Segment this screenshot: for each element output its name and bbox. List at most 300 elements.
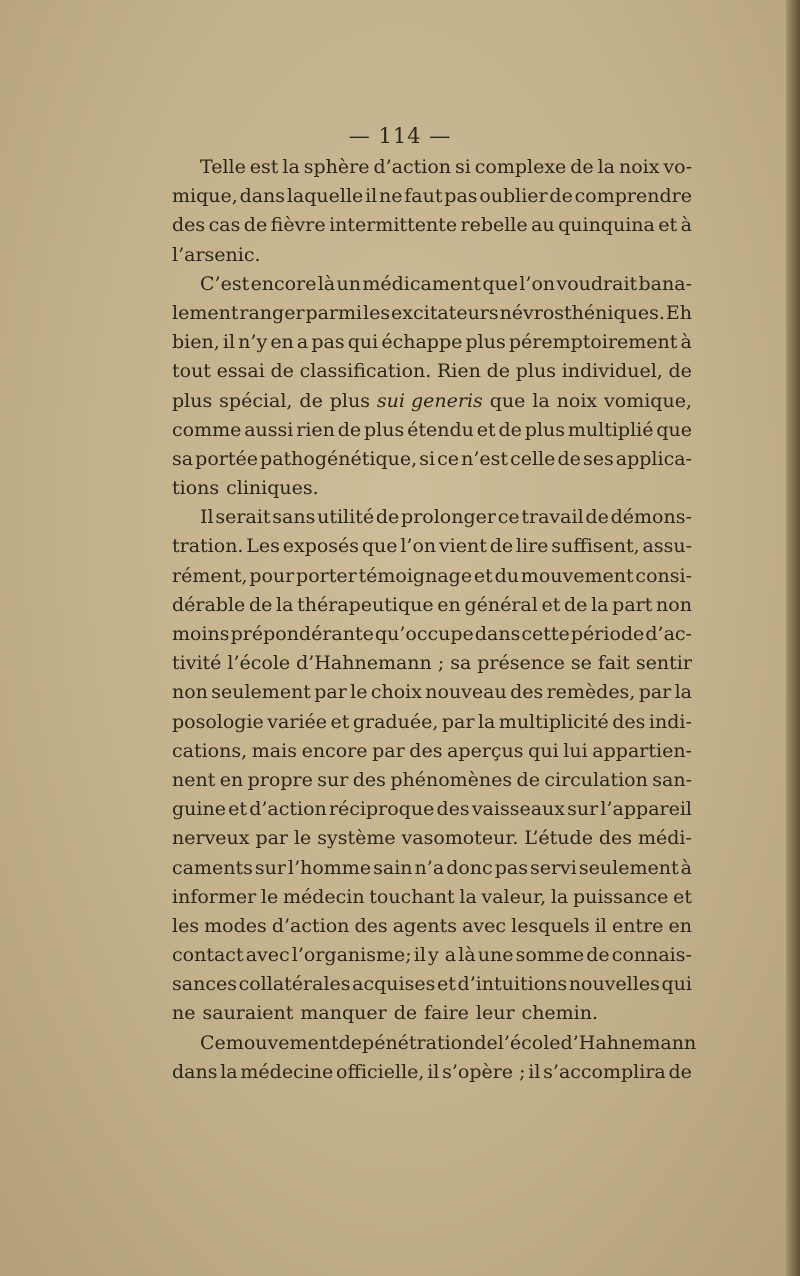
word: de bbox=[337, 418, 362, 441]
word: remèdes, bbox=[546, 681, 636, 704]
word: l’on bbox=[519, 272, 556, 295]
word: noix bbox=[618, 156, 660, 178]
word: et bbox=[541, 593, 561, 616]
word: l’appareil bbox=[600, 798, 692, 821]
word: somme bbox=[515, 944, 585, 967]
word: sphère bbox=[303, 156, 370, 178]
text-line bbox=[172, 854, 692, 883]
word: les bbox=[172, 914, 200, 937]
word: mouvement bbox=[225, 1031, 339, 1054]
word: multiplié bbox=[567, 418, 654, 441]
text-line bbox=[172, 270, 692, 299]
word: graduée, bbox=[352, 710, 439, 733]
word: tout bbox=[172, 360, 211, 383]
text-line bbox=[172, 211, 692, 240]
word: sauraient bbox=[202, 1002, 294, 1025]
text-line bbox=[172, 591, 692, 620]
word: tivité bbox=[172, 652, 222, 675]
word: de bbox=[393, 1002, 418, 1025]
word: des bbox=[612, 710, 646, 733]
word: la bbox=[459, 885, 477, 908]
word: d’action bbox=[271, 914, 350, 937]
word: seulement bbox=[578, 856, 679, 879]
text-line bbox=[172, 387, 692, 416]
word: lement bbox=[172, 301, 239, 324]
word: rément, bbox=[172, 564, 248, 587]
word: utilité bbox=[317, 506, 375, 529]
word: prépondérante bbox=[230, 623, 374, 645]
word: échappe bbox=[381, 331, 463, 354]
word: non bbox=[656, 593, 692, 616]
word: d’action bbox=[249, 798, 327, 821]
word: et bbox=[476, 418, 496, 441]
word: applica- bbox=[615, 447, 692, 470]
page-number: — 114 — bbox=[348, 124, 452, 148]
word: circulation bbox=[544, 768, 648, 791]
text-line bbox=[172, 912, 692, 941]
word: là bbox=[458, 944, 476, 967]
word: la bbox=[276, 593, 294, 616]
word: la bbox=[282, 156, 300, 178]
word: ses bbox=[582, 447, 614, 470]
word: et bbox=[658, 214, 678, 237]
word: la bbox=[591, 593, 609, 616]
word: ce bbox=[437, 447, 460, 470]
word: celle bbox=[510, 447, 556, 470]
word: qui bbox=[528, 739, 559, 762]
word: fait bbox=[597, 652, 630, 675]
word: réciproque bbox=[328, 798, 435, 821]
word: sans bbox=[272, 506, 316, 529]
word: Telle bbox=[200, 156, 246, 178]
word: travail bbox=[521, 506, 584, 529]
text-line bbox=[172, 970, 692, 999]
word: qui bbox=[661, 973, 692, 996]
word: que bbox=[482, 272, 518, 295]
word: est bbox=[249, 156, 279, 178]
word: nent bbox=[172, 768, 216, 791]
word: voudrait bbox=[556, 272, 638, 295]
word: des bbox=[510, 681, 544, 704]
word: noix bbox=[556, 389, 598, 412]
word: connais- bbox=[611, 944, 692, 967]
word: valeur, bbox=[481, 885, 547, 908]
word: en bbox=[270, 331, 294, 354]
word: de bbox=[668, 360, 692, 383]
text-line bbox=[172, 153, 692, 182]
text-line bbox=[172, 620, 692, 649]
word: bien, bbox=[172, 331, 220, 354]
word: a bbox=[296, 331, 309, 354]
word: sances bbox=[172, 973, 237, 996]
word: d’Hahnemann bbox=[560, 1031, 697, 1054]
word: de bbox=[564, 593, 588, 616]
word: de bbox=[248, 593, 273, 616]
word: l’on bbox=[400, 535, 437, 558]
word: d’ac- bbox=[645, 623, 692, 645]
text-line bbox=[172, 532, 692, 561]
word: par bbox=[314, 681, 347, 704]
word: de bbox=[586, 944, 610, 967]
word: dans bbox=[239, 185, 286, 208]
word: de bbox=[498, 418, 522, 441]
word: leur bbox=[475, 1002, 515, 1025]
word: par bbox=[372, 739, 405, 762]
word: porter bbox=[296, 564, 357, 587]
word: faire bbox=[424, 1002, 469, 1025]
word: choix bbox=[370, 681, 422, 704]
word: bana- bbox=[638, 272, 692, 295]
word: et bbox=[330, 710, 350, 733]
word: pas bbox=[311, 331, 345, 354]
word: il bbox=[365, 185, 378, 208]
word: comprendre bbox=[574, 185, 692, 208]
word: de bbox=[270, 360, 294, 383]
word: variée bbox=[267, 710, 327, 733]
word: et bbox=[228, 798, 248, 821]
word: modes bbox=[204, 914, 267, 937]
word: suffisent, bbox=[551, 535, 640, 558]
word: pas bbox=[494, 856, 528, 879]
word: démons- bbox=[610, 506, 692, 529]
word: la bbox=[674, 681, 692, 704]
word: il bbox=[528, 1060, 541, 1083]
book-spine-edge bbox=[786, 0, 800, 1276]
word: médecine bbox=[240, 1060, 334, 1083]
word: touchant bbox=[369, 885, 455, 908]
word: individuel, bbox=[561, 360, 663, 383]
text-line bbox=[172, 737, 692, 766]
text-line bbox=[172, 503, 692, 532]
word: vomique, bbox=[604, 389, 692, 412]
word: tration. bbox=[172, 535, 244, 558]
word: névrosthéniques. bbox=[499, 301, 665, 324]
word: de bbox=[375, 506, 400, 529]
word: portée bbox=[195, 447, 258, 470]
word: si bbox=[454, 156, 471, 178]
word: période bbox=[570, 623, 645, 645]
word: aperçus bbox=[447, 739, 524, 762]
word: plus bbox=[364, 418, 405, 441]
text-line bbox=[172, 795, 692, 824]
word: y a bbox=[428, 944, 457, 967]
word: s’opère ; bbox=[442, 1060, 526, 1083]
word: si bbox=[419, 447, 436, 470]
word: des bbox=[598, 827, 633, 850]
word: présence bbox=[477, 652, 565, 675]
word: que bbox=[656, 418, 692, 441]
word: contact bbox=[172, 944, 244, 967]
word: cations, bbox=[172, 739, 248, 762]
word: posologie bbox=[172, 710, 264, 733]
word: une bbox=[477, 944, 514, 967]
word: vient bbox=[438, 535, 487, 558]
word: que bbox=[489, 389, 526, 412]
word: médi- bbox=[638, 827, 692, 850]
word: à bbox=[680, 214, 692, 237]
word: entre bbox=[611, 914, 664, 937]
text-line bbox=[172, 883, 692, 912]
word: de bbox=[299, 389, 323, 412]
word: officielle, bbox=[336, 1060, 425, 1083]
word: l’homme bbox=[288, 856, 372, 879]
word: L’étude bbox=[524, 827, 593, 850]
word: au bbox=[531, 214, 555, 237]
word: la bbox=[477, 710, 496, 733]
word: pour bbox=[249, 564, 295, 587]
text-line bbox=[172, 1058, 692, 1087]
word: mique, bbox=[172, 185, 238, 208]
word: spécial, bbox=[219, 389, 293, 412]
word: de bbox=[338, 1031, 363, 1054]
word: de bbox=[557, 447, 581, 470]
word: péremptoirement bbox=[508, 331, 678, 354]
body-text bbox=[172, 153, 697, 1087]
word: à bbox=[680, 331, 692, 354]
word: à bbox=[680, 856, 692, 879]
word: pas bbox=[444, 185, 478, 208]
word: de bbox=[486, 360, 511, 383]
word: Eh bbox=[665, 301, 692, 324]
word: laquelle bbox=[286, 185, 364, 208]
word: sain bbox=[373, 856, 413, 879]
word: en bbox=[437, 593, 461, 616]
word: des bbox=[409, 739, 443, 762]
word: aussi bbox=[244, 418, 294, 441]
word: cette bbox=[521, 623, 570, 645]
word: dans bbox=[474, 623, 521, 645]
word: acquises bbox=[352, 973, 436, 996]
word: multiplicité bbox=[498, 710, 609, 733]
word: pénétration bbox=[362, 1031, 475, 1054]
word: témoignage bbox=[358, 564, 473, 587]
word: rien bbox=[296, 418, 335, 441]
word: de bbox=[474, 1031, 498, 1054]
word: puissance bbox=[572, 885, 669, 908]
word: par bbox=[255, 827, 289, 850]
word: l’école bbox=[227, 652, 291, 675]
word: consi- bbox=[635, 564, 692, 587]
text-line bbox=[172, 445, 692, 474]
word: un bbox=[336, 272, 362, 295]
word: encore bbox=[250, 272, 317, 295]
text-line bbox=[172, 678, 692, 707]
word: exposés bbox=[282, 535, 360, 558]
word: des bbox=[354, 914, 388, 937]
word: indi- bbox=[648, 710, 692, 733]
word: nouveau bbox=[425, 681, 507, 704]
word: n’est bbox=[461, 447, 508, 470]
word: C’est bbox=[200, 272, 250, 295]
word: phénomènes bbox=[390, 768, 513, 791]
word: qui bbox=[347, 331, 379, 354]
word: faut bbox=[404, 185, 443, 208]
text-line bbox=[172, 241, 692, 270]
word: il bbox=[427, 1060, 440, 1083]
word: quinquina bbox=[558, 214, 655, 237]
word: de bbox=[516, 768, 540, 791]
word: excitateurs bbox=[391, 301, 499, 324]
word: Il bbox=[200, 506, 214, 529]
word: serait bbox=[215, 506, 271, 529]
word: lesquels bbox=[511, 914, 590, 937]
word: prolonger bbox=[401, 506, 496, 529]
text-line bbox=[172, 1029, 697, 1058]
word: thérapeutique bbox=[297, 593, 434, 616]
word: et bbox=[437, 973, 456, 996]
text-line bbox=[172, 299, 692, 328]
word: vo- bbox=[663, 156, 692, 178]
text-line bbox=[172, 357, 692, 386]
word: d’Hahnemann ; bbox=[296, 652, 445, 675]
word: informer bbox=[172, 885, 257, 908]
word: de bbox=[570, 156, 594, 178]
word: ne bbox=[172, 1002, 196, 1025]
word: Les bbox=[246, 535, 280, 558]
word: parmi bbox=[305, 301, 363, 324]
word: se bbox=[570, 652, 592, 675]
word: d’intuitions bbox=[457, 973, 568, 996]
word: vaisseaux bbox=[471, 798, 565, 821]
word: oublier bbox=[479, 185, 548, 208]
word: collatérales bbox=[238, 973, 351, 996]
word: comme bbox=[172, 418, 242, 441]
word: la bbox=[550, 885, 569, 908]
word: des bbox=[172, 214, 206, 237]
word: lire bbox=[515, 535, 549, 558]
word: qu’occupe bbox=[374, 623, 474, 645]
word: dans bbox=[172, 1060, 218, 1083]
word: plus bbox=[465, 331, 506, 354]
word: le bbox=[350, 681, 368, 704]
word: nerveux bbox=[172, 827, 250, 850]
word: vasomoteur. bbox=[401, 827, 519, 850]
word: l’école bbox=[497, 1031, 561, 1054]
word: tions bbox=[172, 477, 220, 500]
word: cas bbox=[208, 214, 241, 237]
word: l’arsenic. bbox=[172, 243, 261, 266]
text-line bbox=[172, 708, 692, 737]
word: complexe bbox=[474, 156, 567, 178]
text-line bbox=[172, 824, 692, 853]
text-line bbox=[172, 416, 692, 445]
word: moins bbox=[172, 623, 230, 645]
word: d’action bbox=[373, 156, 451, 178]
word: rebelle bbox=[460, 214, 528, 237]
word: il bbox=[222, 331, 236, 354]
word: sur bbox=[567, 798, 599, 821]
word: système bbox=[317, 827, 396, 850]
word: sa bbox=[172, 447, 194, 470]
text-line bbox=[172, 999, 692, 1028]
word: sui generis bbox=[376, 389, 483, 412]
word: le bbox=[293, 827, 312, 850]
word: dérable bbox=[172, 593, 246, 616]
word: n’a bbox=[414, 856, 445, 879]
word: mais bbox=[251, 739, 297, 762]
word: sur bbox=[254, 856, 286, 879]
word: de bbox=[585, 506, 609, 529]
word: et bbox=[673, 885, 692, 908]
text-line bbox=[172, 649, 692, 678]
word: propre bbox=[247, 768, 313, 791]
word: ranger bbox=[239, 301, 305, 324]
word: de bbox=[243, 214, 268, 237]
word: assu- bbox=[642, 535, 692, 558]
word: agents bbox=[392, 914, 458, 937]
word: du bbox=[494, 564, 519, 587]
word: caments bbox=[172, 856, 253, 879]
word: le bbox=[260, 885, 279, 908]
word: par bbox=[441, 710, 475, 733]
word: sa bbox=[450, 652, 472, 675]
word: plus bbox=[329, 389, 370, 412]
word: avec bbox=[462, 914, 507, 937]
word: chemin. bbox=[521, 1002, 599, 1025]
word: Rien bbox=[437, 360, 481, 383]
word: san- bbox=[652, 768, 692, 791]
word: l’organisme; bbox=[291, 944, 412, 967]
word: en bbox=[219, 768, 244, 791]
word: sur bbox=[317, 768, 349, 791]
text-line bbox=[172, 941, 692, 970]
word: seulement bbox=[211, 681, 311, 704]
word: mouvement bbox=[520, 564, 634, 587]
word: non bbox=[172, 681, 208, 704]
word: servi bbox=[529, 856, 577, 879]
word: classification. bbox=[299, 360, 432, 383]
word: pathogénétique, bbox=[260, 447, 418, 470]
text-line bbox=[172, 766, 692, 795]
word: de bbox=[549, 185, 573, 208]
word: essai bbox=[216, 360, 265, 383]
word: et bbox=[473, 564, 493, 587]
word: guine bbox=[172, 798, 226, 821]
word: Ce bbox=[200, 1031, 226, 1054]
word: manquer bbox=[300, 1002, 387, 1025]
word: il bbox=[594, 914, 607, 937]
word: avec bbox=[245, 944, 290, 967]
word: là bbox=[317, 272, 336, 295]
word: par bbox=[638, 681, 672, 704]
word: des bbox=[352, 768, 386, 791]
word: les bbox=[363, 301, 391, 324]
text-line bbox=[172, 182, 692, 211]
word: la bbox=[597, 156, 616, 178]
text-line bbox=[172, 562, 692, 591]
word: encore bbox=[301, 739, 368, 762]
word: de bbox=[668, 1060, 692, 1083]
word: que bbox=[361, 535, 398, 558]
word: cliniques. bbox=[226, 477, 319, 500]
word: médecin bbox=[282, 885, 365, 908]
word: ne bbox=[379, 185, 403, 208]
word: ce bbox=[497, 506, 520, 529]
word: médicament bbox=[362, 272, 481, 295]
word: nouvelles bbox=[568, 973, 660, 996]
word: sentir bbox=[635, 652, 692, 675]
word: la bbox=[532, 389, 550, 412]
word: de bbox=[489, 535, 514, 558]
word: appartien- bbox=[592, 739, 692, 762]
word: général bbox=[464, 593, 538, 616]
text-line bbox=[172, 474, 692, 503]
word: des bbox=[436, 798, 470, 821]
word: il bbox=[413, 944, 426, 967]
word: intermittente bbox=[329, 214, 458, 237]
word: la bbox=[220, 1060, 238, 1083]
word: donc bbox=[446, 856, 493, 879]
